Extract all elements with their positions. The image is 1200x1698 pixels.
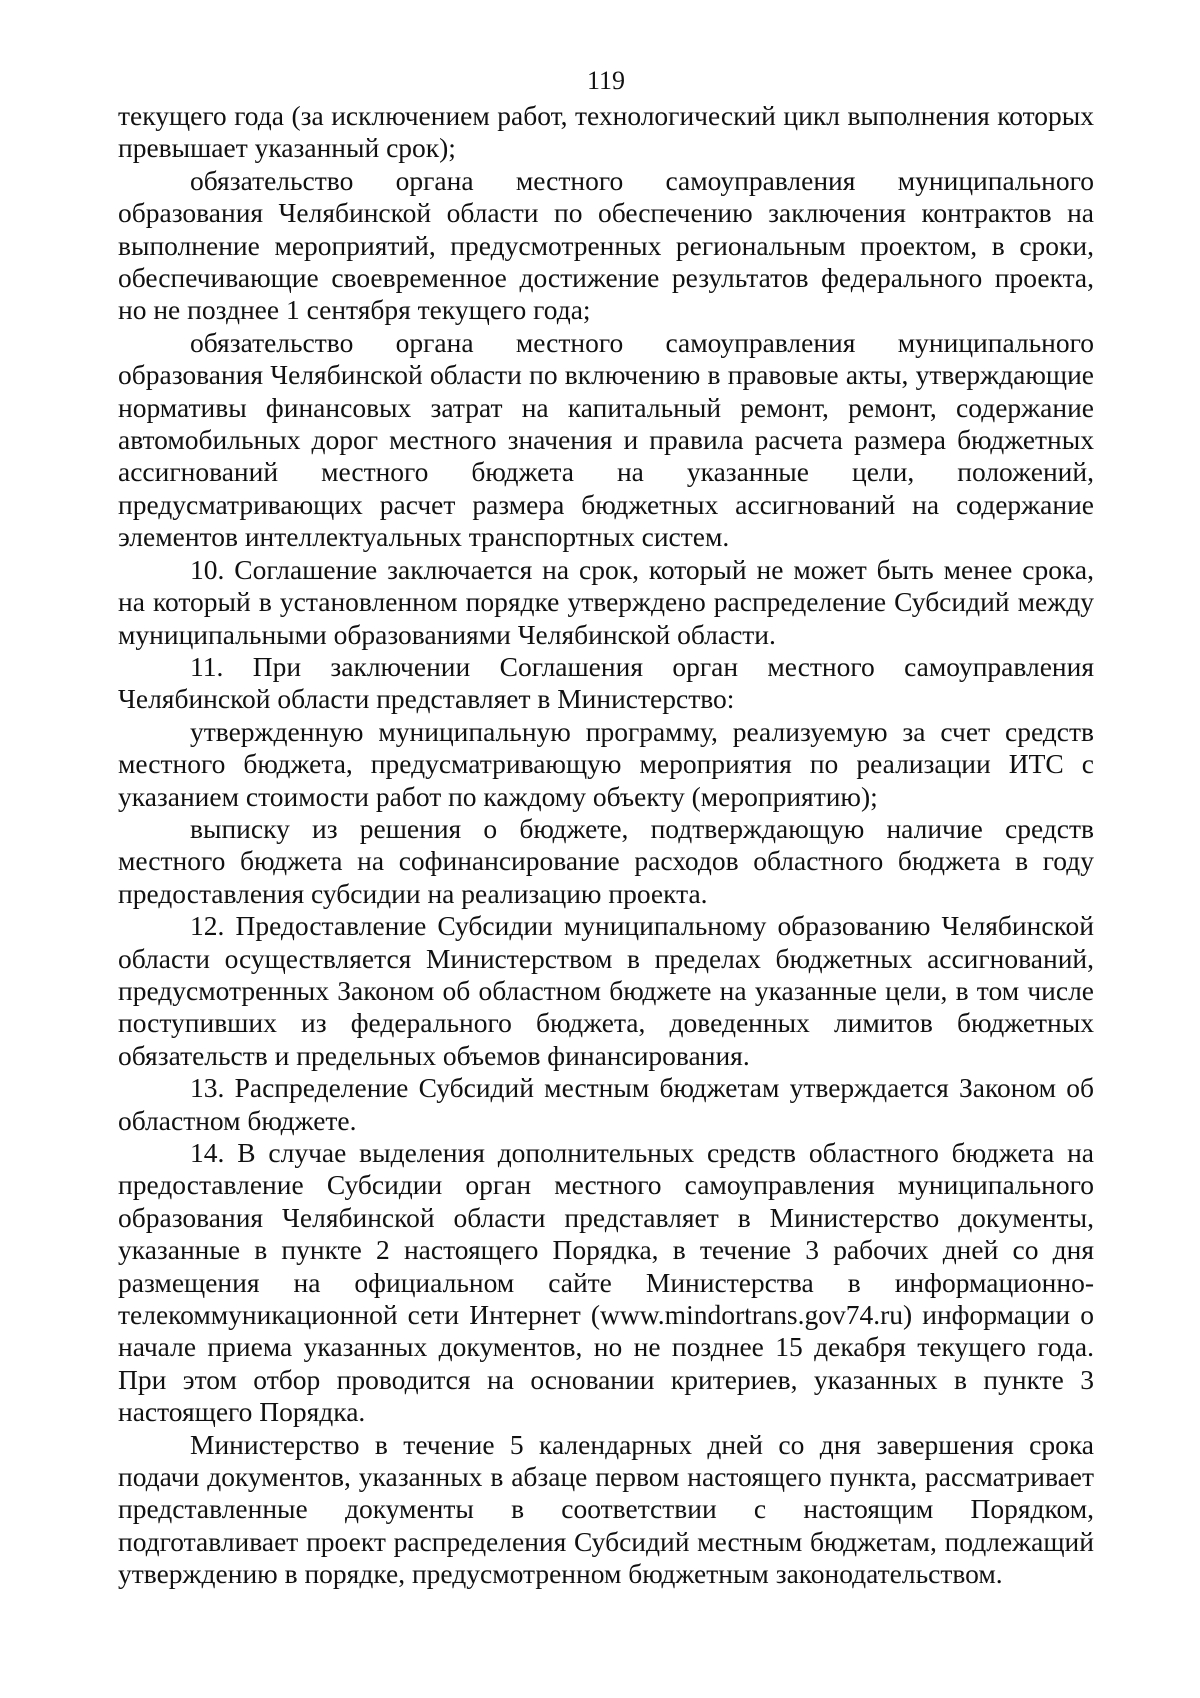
paragraph-obligation-legal-acts: обязательство органа местного самоуправления муниципального образования Челябинской области по включению в правовые акты, утверждающие нормативы финансовых затрат на капитальный ремонт, ремонт, содержание автомобильных дорог местного значения и правила расчета размера бюджетных ассигнований местного бюджета на указанные цели, положений, предусматривающих расчет размера бюджетных ассигнований на содержание элементов интеллектуальных транспортных систем. [118,326,1094,553]
paragraph-item-12: 12. Предоставление Субсидии муниципальному образованию Челябинской области осуществляется Министерством в пределах бюджетных ассигнований, предусмотренных Законом об областном бюджете на указанные цели, в том числе поступивших из федерального бюджета, доведенных лимитов бюджетных обязательств и предельных объемов финансирования. [118,910,1094,1071]
paragraph-obligation-contracts: обязательство органа местного самоуправления муниципального образования Челябинской области по обеспечению заключения контрактов на выполнение мероприятий, предусмотренных региональным проектом, в сроки, обеспечивающие своевременное достижение результатов федерального проекта, но не позднее 1 сентября текущего года; [118,164,1094,326]
paragraph-item-10: 10. Соглашение заключается на срок, который не может быть менее срока, на который в установленном порядке утверждено распределение Субсидий между муниципальными образованиями Челябинской области. [118,553,1094,650]
paragraph-ministry-review: Министерство в течение 5 календарных дней со дня завершения срока подачи документов, указанных в абзаце первом настоящего пункта, рассматривает представленные документы в соответствии с настоящим Порядком, подготавливает проект распределения Субсидий местным бюджетам, подлежащий утверждению в порядке, предусмотренном бюджетным законодательством. [118,1428,1094,1590]
paragraph-continuation: текущего года (за исключением работ, технологический цикл выполнения которых превышает указанный срок); [118,100,1094,164]
page-number: 119 [586,66,626,95]
paragraph-item-13: 13. Распределение Субсидий местным бюджетам утверждается Законом об областном бюджете. [118,1072,1094,1136]
paragraph-item-14: 14. В случае выделения дополнительных средств областного бюджета на предоставление Субсидии орган местного самоуправления муниципального образования Челябинской области представляет в Министерство документы, указанные в пункте 2 настоящего Порядка, в течение 3 рабочих дней со дня размещения на официальном сайте Министерства в информационно-телекоммуникационной сети Интернет (www.mindortrans.gov74.ru) информации о начале приема указанных документов, но не позднее 15 декабря текущего года. При этом отбор проводится на основании критериев, указанных в пункте 3 настоящего Порядка. [118,1137,1094,1428]
paragraph-municipal-program: утвержденную муниципальную программу, реализуемую за счет средств местного бюджета, предусматривающую мероприятия по реализации ИТС с указанием стоимости работ по каждому объекту (мероприятию); [118,715,1094,812]
paragraph-item-11: 11. При заключении Соглашения орган местного самоуправления Челябинской области представляет в Министерство: [118,650,1094,715]
document-page [118,66,1094,1591]
paragraph-budget-extract: выписку из решения о бюджете, подтверждающую наличие средств местного бюджета на софинансирование расходов областного бюджета в году предоставления субсидии на реализацию проекта. [118,812,1094,909]
